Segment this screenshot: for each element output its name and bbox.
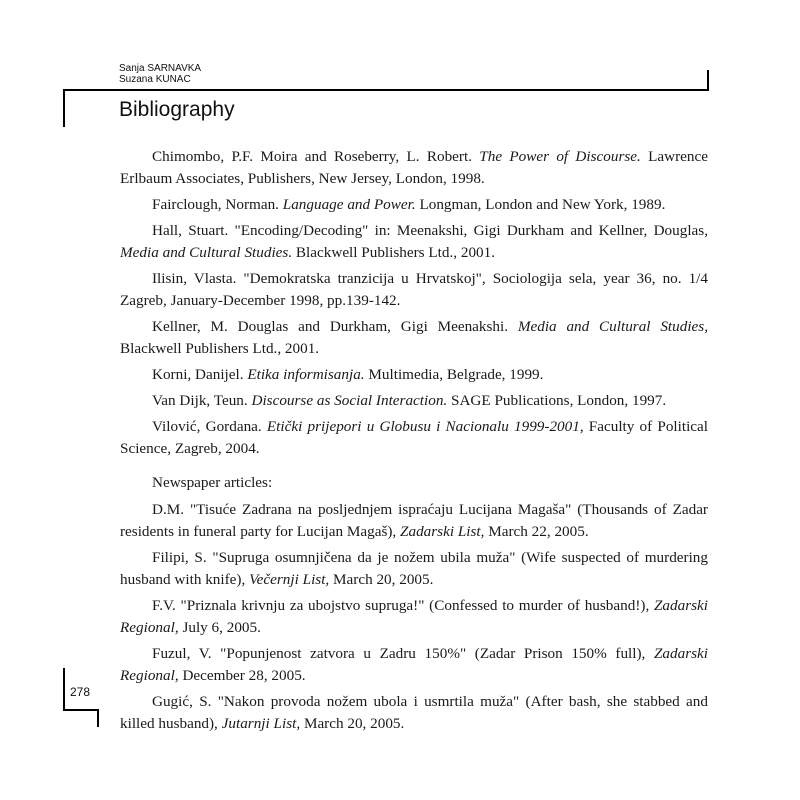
entry-title: Discourse as Social Interaction. <box>251 392 448 409</box>
entry-title: Zadarski Regional, <box>120 645 708 684</box>
entry-title: Media and Cultural Studies. <box>120 244 293 261</box>
bibliography-list <box>120 146 708 739</box>
header-rule <box>63 89 709 91</box>
header-rule-tick <box>707 70 709 90</box>
newspaper-entry <box>120 595 708 639</box>
section-heading: Bibliography <box>119 98 235 121</box>
entry-text: Longman, London and New York, 1989. <box>415 196 666 213</box>
entry-text: December 28, 2005. <box>178 667 306 684</box>
entry-title: Language and Power. <box>282 196 416 213</box>
entry-text: Gugić, S. "Nakon provoda nožem ubola i usmrtila muža" (After bash, she stabbed and killed husband), <box>120 693 708 732</box>
page-number: 278 <box>70 685 91 699</box>
entry-text: Faculty of Political Science, Zagreb, 2004. <box>120 418 709 457</box>
entry-title: Večernji List, <box>249 571 330 588</box>
header-rule-tick <box>63 89 65 127</box>
newspaper-entry <box>120 547 708 591</box>
entry-text: Lawrence Erlbaum Associates, Publishers, New Jersey, London, 1998. <box>120 148 708 187</box>
author-name: Sanja SARNAVKA <box>119 63 202 74</box>
entry-text: SAGE Publications, London, 1997. <box>447 392 667 409</box>
entry-text: March 20, 2005. <box>300 715 405 732</box>
newspaper-entry <box>120 643 708 687</box>
entry-text: Kellner, M. Douglas and Durkham, Gigi Meenakshi. <box>152 318 518 335</box>
entry-text: Hall, Stuart. "Encoding/Decoding" in: Meenakshi, Gigi Durkham and Kellner, Douglas, <box>152 222 708 239</box>
entry-title: Zadarski Regional, <box>120 597 708 636</box>
entry-text: Korni, Danijel. <box>152 366 248 383</box>
entry-text: Ilisin, Vlasta. "Demokratska tranzicija u Hrvatskoj", Sociologija sela, year 36, no. 1/4 Zagreb, January-December 1998, pp.139-142. <box>120 270 708 309</box>
footer-rule <box>63 709 99 711</box>
bibliography-entry <box>120 364 708 386</box>
entry-title: Etički prijepori u Globusu i Nacionalu 1999-2001, <box>266 418 584 435</box>
bibliography-entry <box>120 146 708 190</box>
entry-text: July 6, 2005. <box>178 619 261 636</box>
bibliography-entry <box>120 390 708 412</box>
entry-text: Vilović, Gordana. <box>152 418 267 435</box>
entry-title: Media and Cultural Studies, <box>517 318 709 335</box>
entry-text: Van Dijk, Teun. <box>152 392 252 409</box>
entry-text: D.M. "Tisuće Zadrana na posljednjem ispraćaju Lucijana Magaša" (Thousands of Zadar residents in funeral party for Lucijan Magaš), <box>120 501 708 540</box>
bibliography-entry <box>120 220 708 264</box>
newspaper-entry <box>120 691 708 735</box>
entry-text: March 22, 2005. <box>484 523 589 540</box>
entry-title: Jutarnji List, <box>221 715 301 732</box>
entry-text: F.V. "Priznala krivnju za ubojstvo supruga!" (Confessed to murder of husband!), <box>152 597 654 614</box>
newspaper-entry <box>120 499 708 543</box>
entry-title: The Power of Discourse. <box>479 148 641 165</box>
footer-rule <box>63 668 65 711</box>
entry-text: March 20, 2005. <box>329 571 434 588</box>
bibliography-entry <box>120 268 708 312</box>
entry-text: Filipi, S. "Supruga osumnjičena da je nožem ubila muža" (Wife suspected of murdering husband with knife), <box>120 549 708 588</box>
entry-text: Multimedia, Belgrade, 1999. <box>364 366 544 383</box>
entry-text: Blackwell Publishers Ltd., 2001. <box>120 340 320 357</box>
entry-title: Etika informisanja. <box>247 366 365 383</box>
bibliography-entry <box>120 194 708 216</box>
bibliography-entry <box>120 316 708 360</box>
entry-text: Fuzul, V. "Popunjenost zatvora u Zadru 150%" (Zadar Prison 150% full), <box>152 645 654 662</box>
bibliography-entry <box>120 416 708 460</box>
entry-text: Fairclough, Norman. <box>152 196 283 213</box>
entry-title: Zadarski List, <box>400 523 485 540</box>
entry-text: Blackwell Publishers Ltd., 2001. <box>292 244 496 261</box>
author-name: Suzana KUNAC <box>119 74 191 85</box>
newspaper-heading: Newspaper articles: <box>152 474 273 491</box>
entry-text: Chimombo, P.F. Moira and Roseberry, L. Robert. <box>152 148 480 165</box>
footer-rule-tick <box>97 709 99 727</box>
